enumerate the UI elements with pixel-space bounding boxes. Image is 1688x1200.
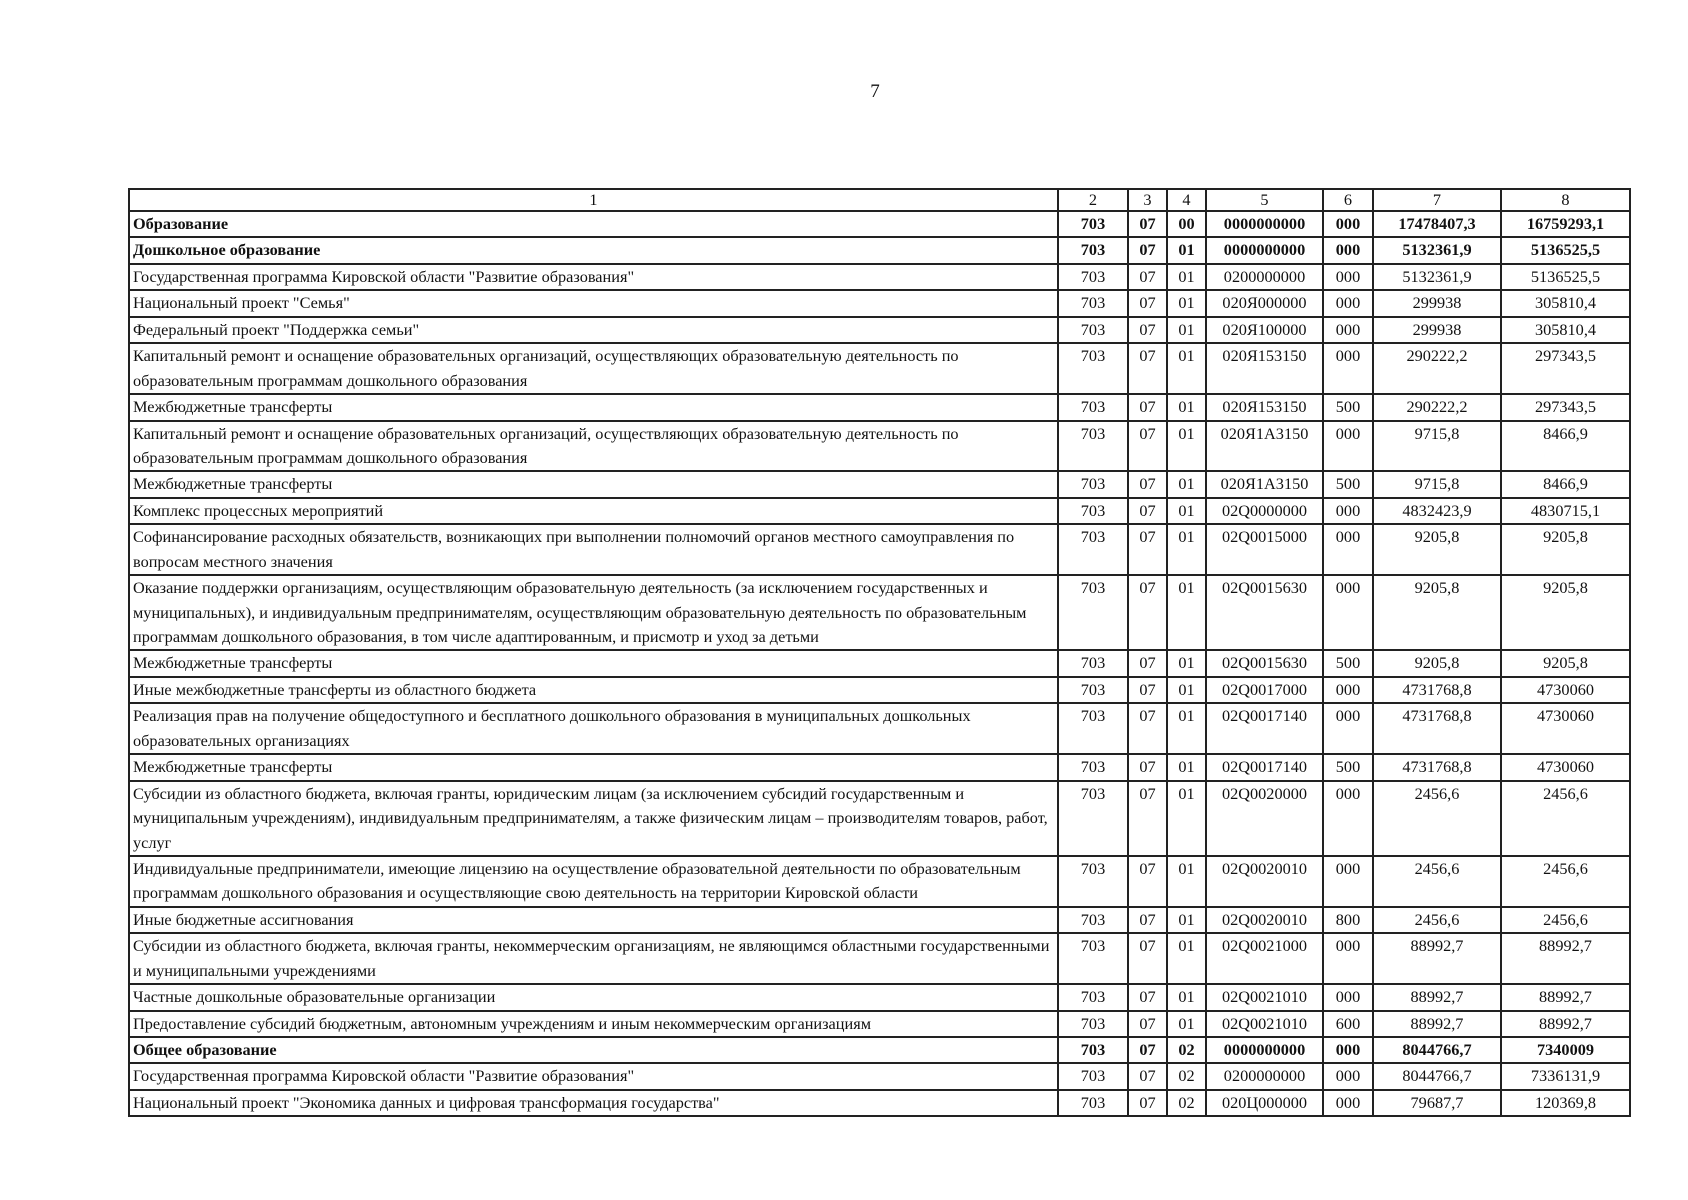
row-amount-year2-cell: 5136525,5 — [1501, 237, 1630, 263]
row-expense-type-cell: 600 — [1323, 1011, 1373, 1037]
row-section-cell: 07 — [1128, 1090, 1167, 1116]
row-expense-type-cell: 000 — [1323, 677, 1373, 703]
row-target-article-cell: 02Q0020010 — [1206, 907, 1323, 933]
row-target-article-cell: 0000000000 — [1206, 1037, 1323, 1063]
row-section-cell: 07 — [1128, 984, 1167, 1010]
row-amount-year2-cell: 2456,6 — [1501, 856, 1630, 907]
table-row — [129, 211, 1630, 237]
row-section-cell: 07 — [1128, 421, 1167, 472]
row-amount-year2-cell: 4830715,1 — [1501, 498, 1630, 524]
table-row — [129, 754, 1630, 780]
table-row — [129, 933, 1630, 984]
row-section-cell: 07 — [1128, 317, 1167, 343]
row-subsection-cell: 01 — [1167, 677, 1206, 703]
row-name-cell: Государственная программа Кировской области "Развитие образования" — [129, 264, 1058, 290]
row-amount-year2-cell: 4730060 — [1501, 703, 1630, 754]
row-expense-type-cell: 000 — [1323, 264, 1373, 290]
row-section-cell: 07 — [1128, 1063, 1167, 1089]
table-row — [129, 237, 1630, 263]
row-admin-code-cell: 703 — [1058, 575, 1128, 650]
row-name-cell: Частные дошкольные образовательные организации — [129, 984, 1058, 1010]
row-section-cell: 07 — [1128, 1011, 1167, 1037]
row-section-cell: 07 — [1128, 471, 1167, 497]
row-expense-type-cell: 000 — [1323, 524, 1373, 575]
header-cell-6: 6 — [1323, 189, 1373, 211]
row-name-cell: Капитальный ремонт и оснащение образовательных организаций, осуществляющих образовательную деятельность по образовательным программам дошкольного образования — [129, 421, 1058, 472]
row-amount-year1-cell: 290222,2 — [1373, 343, 1501, 394]
row-expense-type-cell: 500 — [1323, 650, 1373, 676]
table-row — [129, 907, 1630, 933]
row-target-article-cell: 020Я100000 — [1206, 317, 1323, 343]
row-admin-code-cell: 703 — [1058, 290, 1128, 316]
row-amount-year1-cell: 4832423,9 — [1373, 498, 1501, 524]
row-name-cell: Межбюджетные трансферты — [129, 754, 1058, 780]
row-admin-code-cell: 703 — [1058, 211, 1128, 237]
row-subsection-cell: 02 — [1167, 1090, 1206, 1116]
row-target-article-cell: 02Q0021000 — [1206, 933, 1323, 984]
table-row — [129, 290, 1630, 316]
row-subsection-cell: 01 — [1167, 343, 1206, 394]
row-amount-year2-cell: 2456,6 — [1501, 781, 1630, 856]
table-row — [129, 677, 1630, 703]
row-amount-year2-cell: 4730060 — [1501, 754, 1630, 780]
row-expense-type-cell: 000 — [1323, 211, 1373, 237]
row-expense-type-cell: 000 — [1323, 343, 1373, 394]
row-expense-type-cell: 000 — [1323, 703, 1373, 754]
row-target-article-cell: 02Q0017000 — [1206, 677, 1323, 703]
table-row — [129, 498, 1630, 524]
table-row — [129, 650, 1630, 676]
row-section-cell: 07 — [1128, 394, 1167, 420]
table-row — [129, 1037, 1630, 1063]
row-amount-year2-cell: 120369,8 — [1501, 1090, 1630, 1116]
row-subsection-cell: 01 — [1167, 703, 1206, 754]
row-section-cell: 07 — [1128, 1037, 1167, 1063]
row-name-cell: Дошкольное образование — [129, 237, 1058, 263]
row-target-article-cell: 02Q0021010 — [1206, 984, 1323, 1010]
row-admin-code-cell: 703 — [1058, 650, 1128, 676]
table-row — [129, 343, 1630, 394]
row-name-cell: Софинансирование расходных обязательств, возникающих при выполнении полномочий органов местного самоуправления по вопросам местного значения — [129, 524, 1058, 575]
row-name-cell: Федеральный проект "Поддержка семьи" — [129, 317, 1058, 343]
row-name-cell: Индивидуальные предприниматели, имеющие лицензию на осуществление образовательной деятельности по образовательным программам дошкольного образования и осуществляющие свою деятельность на территории Кировской области — [129, 856, 1058, 907]
row-expense-type-cell: 500 — [1323, 754, 1373, 780]
row-subsection-cell: 01 — [1167, 498, 1206, 524]
row-amount-year1-cell: 79687,7 — [1373, 1090, 1501, 1116]
table-row — [129, 1011, 1630, 1037]
row-subsection-cell: 01 — [1167, 856, 1206, 907]
row-amount-year1-cell: 4731768,8 — [1373, 703, 1501, 754]
row-subsection-cell: 00 — [1167, 211, 1206, 237]
row-target-article-cell: 020Я000000 — [1206, 290, 1323, 316]
row-name-cell: Субсидии из областного бюджета, включая гранты, некоммерческим организациям, не являющимся областными государственными и муниципальными учреждениями — [129, 933, 1058, 984]
row-admin-code-cell: 703 — [1058, 781, 1128, 856]
row-amount-year1-cell: 299938 — [1373, 317, 1501, 343]
row-target-article-cell: 02Q0000000 — [1206, 498, 1323, 524]
row-amount-year2-cell: 305810,4 — [1501, 290, 1630, 316]
row-amount-year2-cell: 9205,8 — [1501, 650, 1630, 676]
row-name-cell: Межбюджетные трансферты — [129, 650, 1058, 676]
row-amount-year2-cell: 7340009 — [1501, 1037, 1630, 1063]
row-expense-type-cell: 000 — [1323, 421, 1373, 472]
row-subsection-cell: 01 — [1167, 754, 1206, 780]
row-admin-code-cell: 703 — [1058, 498, 1128, 524]
row-expense-type-cell: 000 — [1323, 575, 1373, 650]
table-row — [129, 317, 1630, 343]
row-expense-type-cell: 000 — [1323, 1063, 1373, 1089]
row-subsection-cell: 01 — [1167, 317, 1206, 343]
row-section-cell: 07 — [1128, 933, 1167, 984]
page-number: 7 — [870, 81, 880, 102]
table-header-row — [129, 189, 1630, 211]
row-subsection-cell: 02 — [1167, 1063, 1206, 1089]
row-amount-year1-cell: 299938 — [1373, 290, 1501, 316]
row-target-article-cell: 020Я153150 — [1206, 343, 1323, 394]
row-name-cell: Реализация прав на получение общедоступного и бесплатного дошкольного образования в муниципальных дошкольных образовательных организациях — [129, 703, 1058, 754]
row-admin-code-cell: 703 — [1058, 1090, 1128, 1116]
row-amount-year1-cell: 2456,6 — [1373, 781, 1501, 856]
row-name-cell: Предоставление субсидий бюджетным, автономным учреждениям и иным некоммерческим организациям — [129, 1011, 1058, 1037]
row-target-article-cell: 02Q0015630 — [1206, 575, 1323, 650]
row-name-cell: Национальный проект "Семья" — [129, 290, 1058, 316]
row-amount-year1-cell: 9205,8 — [1373, 575, 1501, 650]
row-section-cell: 07 — [1128, 264, 1167, 290]
row-section-cell: 07 — [1128, 754, 1167, 780]
row-amount-year1-cell: 8044766,7 — [1373, 1063, 1501, 1089]
row-admin-code-cell: 703 — [1058, 984, 1128, 1010]
row-amount-year2-cell: 7336131,9 — [1501, 1063, 1630, 1089]
row-amount-year2-cell: 16759293,1 — [1501, 211, 1630, 237]
row-amount-year1-cell: 290222,2 — [1373, 394, 1501, 420]
row-subsection-cell: 01 — [1167, 907, 1206, 933]
table-row — [129, 984, 1630, 1010]
row-expense-type-cell: 000 — [1323, 317, 1373, 343]
row-expense-type-cell: 000 — [1323, 1037, 1373, 1063]
row-target-article-cell: 0000000000 — [1206, 211, 1323, 237]
row-target-article-cell: 020Я1А3150 — [1206, 421, 1323, 472]
row-admin-code-cell: 703 — [1058, 237, 1128, 263]
budget-table — [128, 188, 1631, 1117]
row-target-article-cell: 0000000000 — [1206, 237, 1323, 263]
row-amount-year2-cell: 297343,5 — [1501, 343, 1630, 394]
row-amount-year2-cell: 9205,8 — [1501, 524, 1630, 575]
row-admin-code-cell: 703 — [1058, 394, 1128, 420]
row-admin-code-cell: 703 — [1058, 421, 1128, 472]
row-admin-code-cell: 703 — [1058, 933, 1128, 984]
row-target-article-cell: 020Ц000000 — [1206, 1090, 1323, 1116]
row-amount-year2-cell: 305810,4 — [1501, 317, 1630, 343]
table-row — [129, 703, 1630, 754]
row-section-cell: 07 — [1128, 650, 1167, 676]
row-admin-code-cell: 703 — [1058, 1037, 1128, 1063]
header-cell-1: 1 — [129, 189, 1058, 211]
header-cell-2: 2 — [1058, 189, 1128, 211]
table-row — [129, 575, 1630, 650]
row-target-article-cell: 020Я1А3150 — [1206, 471, 1323, 497]
row-target-article-cell: 0200000000 — [1206, 1063, 1323, 1089]
row-admin-code-cell: 703 — [1058, 264, 1128, 290]
row-amount-year1-cell: 8044766,7 — [1373, 1037, 1501, 1063]
row-expense-type-cell: 500 — [1323, 394, 1373, 420]
row-amount-year1-cell: 5132361,9 — [1373, 237, 1501, 263]
row-amount-year2-cell: 2456,6 — [1501, 907, 1630, 933]
row-amount-year2-cell: 88992,7 — [1501, 1011, 1630, 1037]
row-subsection-cell: 01 — [1167, 237, 1206, 263]
row-expense-type-cell: 000 — [1323, 933, 1373, 984]
row-amount-year1-cell: 4731768,8 — [1373, 677, 1501, 703]
row-amount-year1-cell: 9205,8 — [1373, 650, 1501, 676]
row-admin-code-cell: 703 — [1058, 856, 1128, 907]
row-subsection-cell: 01 — [1167, 933, 1206, 984]
row-expense-type-cell: 000 — [1323, 498, 1373, 524]
row-admin-code-cell: 703 — [1058, 471, 1128, 497]
row-expense-type-cell: 000 — [1323, 237, 1373, 263]
row-expense-type-cell: 000 — [1323, 781, 1373, 856]
table-body — [129, 189, 1630, 1116]
row-name-cell: Иные межбюджетные трансферты из областного бюджета — [129, 677, 1058, 703]
row-amount-year2-cell: 8466,9 — [1501, 421, 1630, 472]
row-section-cell: 07 — [1128, 703, 1167, 754]
row-amount-year1-cell: 2456,6 — [1373, 856, 1501, 907]
row-target-article-cell: 020Я153150 — [1206, 394, 1323, 420]
row-admin-code-cell: 703 — [1058, 677, 1128, 703]
row-target-article-cell: 02Q0015000 — [1206, 524, 1323, 575]
row-subsection-cell: 01 — [1167, 575, 1206, 650]
row-amount-year1-cell: 4731768,8 — [1373, 754, 1501, 780]
row-amount-year2-cell: 8466,9 — [1501, 471, 1630, 497]
row-amount-year1-cell: 88992,7 — [1373, 933, 1501, 984]
table-row — [129, 471, 1630, 497]
row-section-cell: 07 — [1128, 498, 1167, 524]
row-admin-code-cell: 703 — [1058, 1011, 1128, 1037]
table-row — [129, 264, 1630, 290]
row-name-cell: Капитальный ремонт и оснащение образовательных организаций, осуществляющих образовательную деятельность по образовательным программам дошкольного образования — [129, 343, 1058, 394]
row-amount-year2-cell: 88992,7 — [1501, 984, 1630, 1010]
row-amount-year2-cell: 4730060 — [1501, 677, 1630, 703]
header-cell-7: 7 — [1373, 189, 1501, 211]
row-amount-year1-cell: 5132361,9 — [1373, 264, 1501, 290]
row-target-article-cell: 0200000000 — [1206, 264, 1323, 290]
table-row — [129, 1063, 1630, 1089]
row-subsection-cell: 01 — [1167, 781, 1206, 856]
row-section-cell: 07 — [1128, 524, 1167, 575]
table-row — [129, 1090, 1630, 1116]
row-amount-year1-cell: 9205,8 — [1373, 524, 1501, 575]
table-row — [129, 421, 1630, 472]
row-name-cell: Государственная программа Кировской области "Развитие образования" — [129, 1063, 1058, 1089]
row-amount-year1-cell: 9715,8 — [1373, 471, 1501, 497]
row-admin-code-cell: 703 — [1058, 524, 1128, 575]
table-row — [129, 524, 1630, 575]
row-section-cell: 07 — [1128, 290, 1167, 316]
row-subsection-cell: 01 — [1167, 984, 1206, 1010]
row-amount-year1-cell: 9715,8 — [1373, 421, 1501, 472]
row-admin-code-cell: 703 — [1058, 343, 1128, 394]
row-target-article-cell: 02Q0017140 — [1206, 754, 1323, 780]
row-expense-type-cell: 000 — [1323, 984, 1373, 1010]
row-section-cell: 07 — [1128, 343, 1167, 394]
row-target-article-cell: 02Q0015630 — [1206, 650, 1323, 676]
table-row — [129, 394, 1630, 420]
row-amount-year2-cell: 88992,7 — [1501, 933, 1630, 984]
row-admin-code-cell: 703 — [1058, 907, 1128, 933]
row-name-cell: Субсидии из областного бюджета, включая гранты, юридическим лицам (за исключением субсидий государственным и муниципальным учреждениям), индивидуальным предпринимателям, а также физическим лицам – производителям товаров, работ, услуг — [129, 781, 1058, 856]
row-admin-code-cell: 703 — [1058, 754, 1128, 780]
row-expense-type-cell: 000 — [1323, 856, 1373, 907]
row-section-cell: 07 — [1128, 237, 1167, 263]
row-target-article-cell: 02Q0020000 — [1206, 781, 1323, 856]
header-cell-8: 8 — [1501, 189, 1630, 211]
row-target-article-cell: 02Q0017140 — [1206, 703, 1323, 754]
row-section-cell: 07 — [1128, 856, 1167, 907]
row-amount-year2-cell: 9205,8 — [1501, 575, 1630, 650]
row-expense-type-cell: 000 — [1323, 290, 1373, 316]
row-amount-year1-cell: 88992,7 — [1373, 1011, 1501, 1037]
row-subsection-cell: 01 — [1167, 524, 1206, 575]
row-subsection-cell: 01 — [1167, 1011, 1206, 1037]
row-admin-code-cell: 703 — [1058, 703, 1128, 754]
row-amount-year1-cell: 2456,6 — [1373, 907, 1501, 933]
row-admin-code-cell: 703 — [1058, 1063, 1128, 1089]
row-section-cell: 07 — [1128, 781, 1167, 856]
header-cell-3: 3 — [1128, 189, 1167, 211]
row-subsection-cell: 01 — [1167, 650, 1206, 676]
header-cell-5: 5 — [1206, 189, 1323, 211]
row-amount-year2-cell: 5136525,5 — [1501, 264, 1630, 290]
row-name-cell: Образование — [129, 211, 1058, 237]
row-subsection-cell: 01 — [1167, 421, 1206, 472]
row-target-article-cell: 02Q0020010 — [1206, 856, 1323, 907]
row-section-cell: 07 — [1128, 907, 1167, 933]
row-expense-type-cell: 800 — [1323, 907, 1373, 933]
row-amount-year2-cell: 297343,5 — [1501, 394, 1630, 420]
row-subsection-cell: 01 — [1167, 471, 1206, 497]
row-name-cell: Комплекс процессных мероприятий — [129, 498, 1058, 524]
table-row — [129, 856, 1630, 907]
row-section-cell: 07 — [1128, 677, 1167, 703]
row-name-cell: Оказание поддержки организациям, осуществляющим образовательную деятельность (за исключением государственных и муниципальных), и индивидуальным предпринимателям, осуществляющим образовательную деятельность по образовательным программам дошкольного образования, в том числе адаптированным, и присмотр и уход за детьми — [129, 575, 1058, 650]
header-cell-4: 4 — [1167, 189, 1206, 211]
table-row — [129, 781, 1630, 856]
row-name-cell: Иные бюджетные ассигнования — [129, 907, 1058, 933]
row-expense-type-cell: 500 — [1323, 471, 1373, 497]
row-subsection-cell: 01 — [1167, 290, 1206, 316]
row-amount-year1-cell: 88992,7 — [1373, 984, 1501, 1010]
row-admin-code-cell: 703 — [1058, 317, 1128, 343]
row-subsection-cell: 02 — [1167, 1037, 1206, 1063]
row-section-cell: 07 — [1128, 575, 1167, 650]
row-expense-type-cell: 000 — [1323, 1090, 1373, 1116]
row-name-cell: Межбюджетные трансферты — [129, 394, 1058, 420]
row-section-cell: 07 — [1128, 211, 1167, 237]
row-amount-year1-cell: 17478407,3 — [1373, 211, 1501, 237]
row-name-cell: Национальный проект "Экономика данных и цифровая трансформация государства" — [129, 1090, 1058, 1116]
row-subsection-cell: 01 — [1167, 394, 1206, 420]
row-subsection-cell: 01 — [1167, 264, 1206, 290]
row-target-article-cell: 02Q0021010 — [1206, 1011, 1323, 1037]
row-name-cell: Общее образование — [129, 1037, 1058, 1063]
row-name-cell: Межбюджетные трансферты — [129, 471, 1058, 497]
